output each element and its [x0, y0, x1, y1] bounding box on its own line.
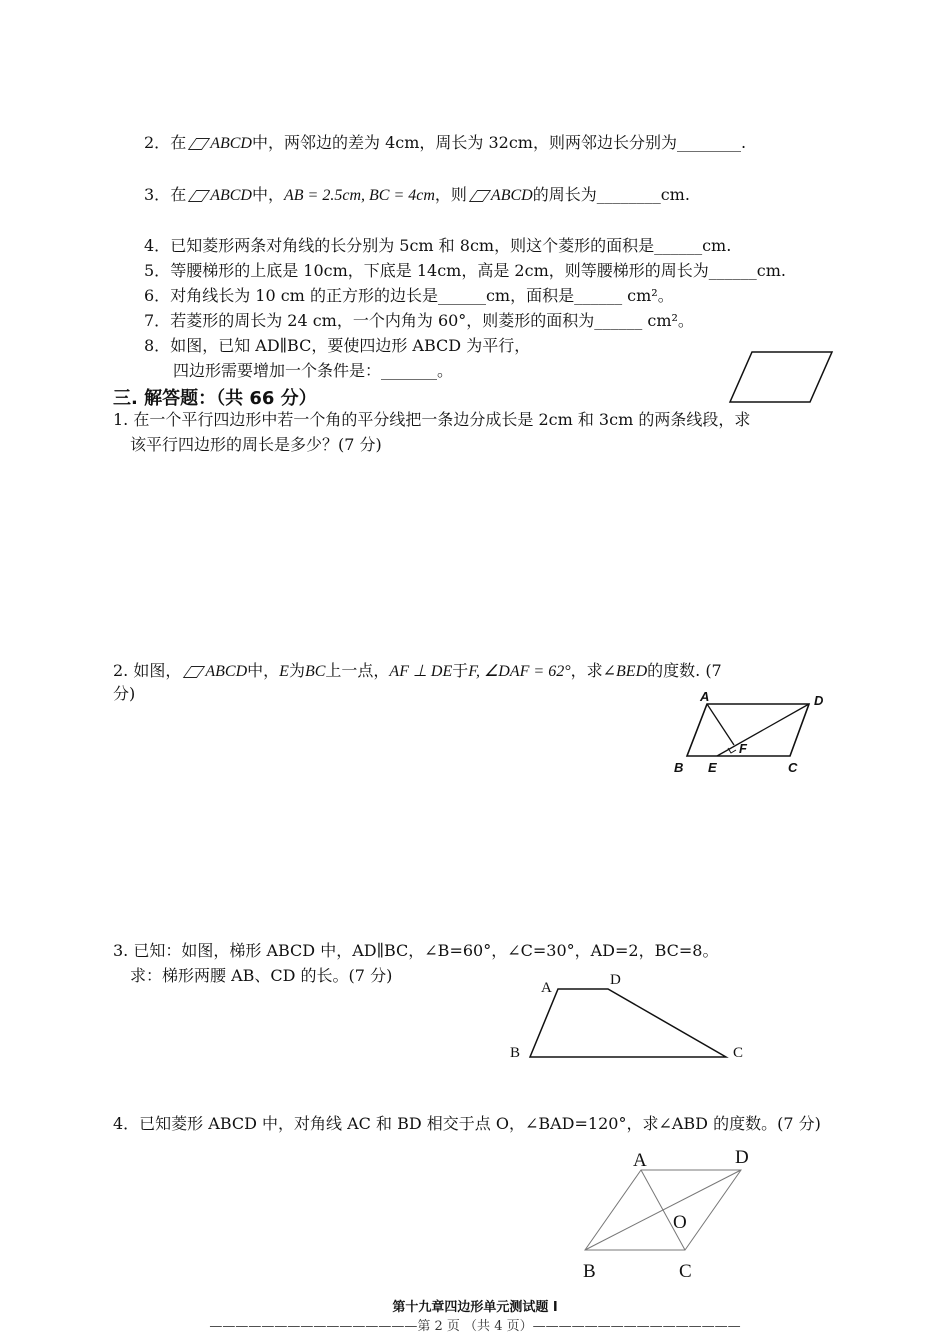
problem-2-line1: 2. 如图， ABCD中，E为BC上一点，AF ⊥ DE于F, ∠DAF = 62°，求∠BED的度数. (7	[113, 661, 722, 680]
parallelogram-icon	[188, 138, 210, 150]
question-2: 2．在 ABCD中，两邻边的差为 4cm，周长为 32cm，则两邻边长分别为________.	[144, 133, 747, 152]
problem-1-line1: 1. 在一个平行四边形中若一个角的平分线把一条边分成长是 2cm 和 3cm 的两条线段，求	[113, 410, 751, 429]
footer-page: ————————————————第 2 页 （共 4 页）————————————————	[209, 1319, 741, 1334]
question-3: 3．在 ABCD中，AB = 2.5cm, BC = 4cm，则 ABCD的周长为________cm.	[144, 185, 690, 204]
label-b: B	[583, 1261, 596, 1282]
label-d: D	[814, 693, 824, 708]
question-8-line2: 四边形需要增加一个条件是：_______。	[173, 361, 454, 380]
footer-title: 第十九章四边形单元测试题 I	[392, 1300, 558, 1315]
label-c: C	[733, 1045, 744, 1061]
problem-1-line2: 该平行四边形的周长是多少？(7 分)	[130, 435, 382, 454]
section-title: 三. 解答题：（共 66 分）	[113, 388, 317, 409]
question-8-line1: 8．如图，已知 AD∥BC，要使四边形 ABCD 为平行，	[144, 336, 531, 355]
parallelogram-shape	[730, 352, 832, 402]
figure-problem-4	[575, 1140, 775, 1285]
trapezoid-abcd	[530, 989, 726, 1057]
label-a: A	[700, 689, 710, 704]
problem-4-line1: 4．已知菱形 ABCD 中，对角线 AC 和 BD 相交于点 O，∠BAD=120°，求∠ABD 的度数。(7 分)	[113, 1114, 821, 1133]
problem-2-line2: 分)	[113, 684, 136, 703]
label-c: C	[788, 760, 798, 775]
label-e: E	[708, 760, 717, 775]
segment-af	[707, 704, 734, 745]
problem-3-line1: 3. 已知：如图，梯形 ABCD 中，AD∥BC，∠B=60°，∠C=30°，AD=2，BC=8。	[113, 941, 719, 960]
figure-problem-3	[505, 970, 750, 1065]
figure-problem-2	[672, 689, 842, 782]
label-b: B	[510, 1045, 521, 1061]
figure-q8-parallelogram	[728, 350, 834, 404]
label-c: C	[679, 1261, 692, 1282]
question-7: 7．若菱形的周长为 24 cm，一个内角为 60°，则菱形的面积为______ cm²。	[144, 311, 694, 330]
parallelogram-icon	[469, 190, 491, 202]
label-o: O	[673, 1212, 687, 1233]
problem-3-line2: 求：梯形两腰 AB、CD 的长。(7 分)	[130, 966, 393, 985]
parallelogram-icon	[183, 666, 205, 678]
label-d: D	[735, 1147, 749, 1168]
label-b: B	[674, 760, 684, 775]
question-6: 6．对角线长为 10 cm 的正方形的边长是______cm，面积是______ cm²。	[144, 286, 674, 305]
parallelogram-icon	[188, 190, 210, 202]
parallelogram-abcd	[687, 704, 809, 756]
question-5: 5．等腰梯形的上底是 10cm，下底是 14cm，高是 2cm，则等腰梯形的周长为______cm.	[144, 261, 786, 280]
label-d: D	[610, 972, 621, 988]
diagonal-bd	[585, 1170, 741, 1250]
segment-de	[717, 704, 809, 756]
label-f: F	[739, 741, 747, 756]
label-a: A	[541, 980, 552, 996]
label-a: A	[633, 1150, 647, 1171]
question-4: 4．已知菱形两条对角线的长分别为 5cm 和 8cm，则这个菱形的面积是______cm.	[144, 236, 732, 255]
